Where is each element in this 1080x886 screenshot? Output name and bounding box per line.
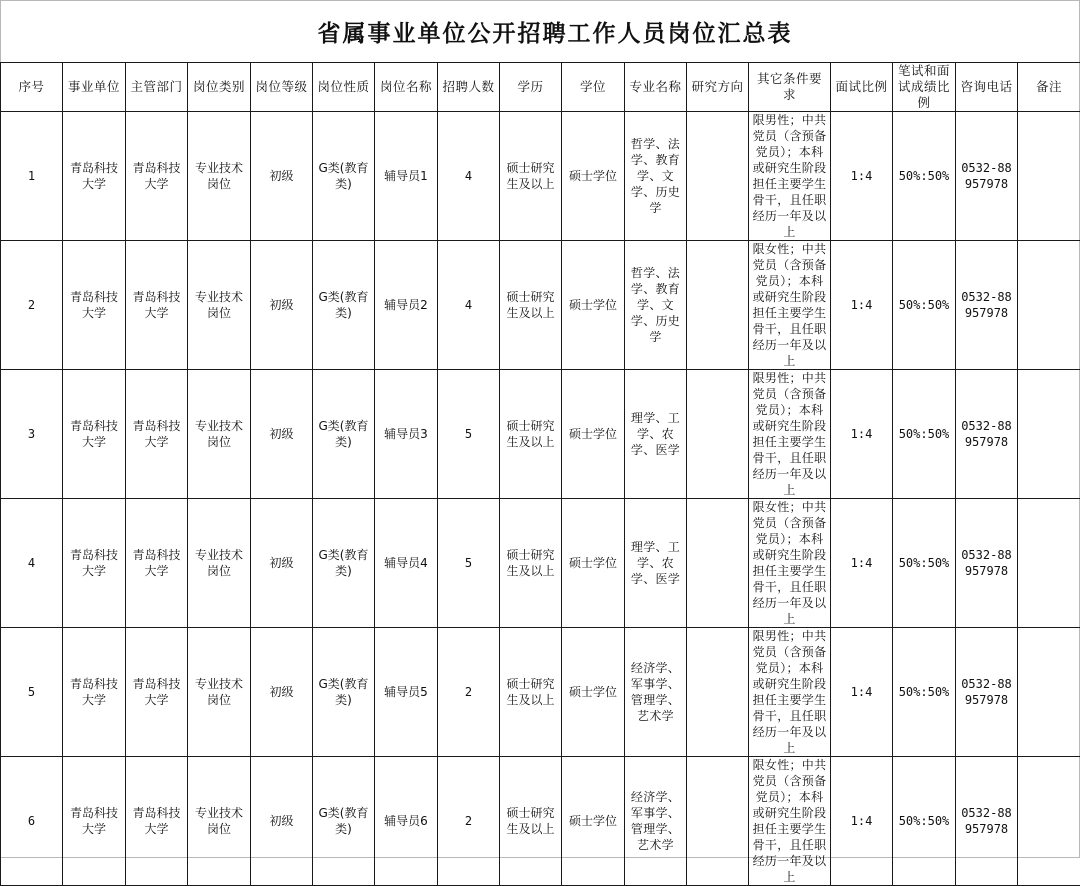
column-header-seq: 序号 [1,63,63,112]
cell-degree: 硕士学位 [562,370,625,499]
cell-unit: 青岛科技大学 [63,112,126,241]
requirements-text: 限女性；中共党员（含预备党员）；本科或研究生阶段担任主要学生骨干，且任职经历一年及以 [753,758,827,868]
requirements-text: 限男性；中共党员（含预备党员）；本科或研究生阶段担任主要学生骨干，且任职经历一年及以 [753,371,827,481]
cell-score-ratio: 50%:50% [893,241,956,370]
cell-interview-ratio: 1:4 [831,370,893,499]
cell-nature: G类(教育类) [313,241,375,370]
cell-requirements [749,757,831,886]
requirements-text-tail: 上 [751,869,828,885]
cell-level: 初级 [251,112,313,241]
cell-research [687,628,749,757]
cell-major: 理学、工学、农学、医学 [625,499,687,628]
cell-score-ratio: 50%:50% [893,112,956,241]
cell-score-ratio: 50%:50% [893,370,956,499]
column-header-remark: 备注 [1018,63,1080,112]
cell-name: 辅导员5 [375,628,438,757]
cell-count: 4 [438,112,500,241]
column-header-level: 岗位等级 [251,63,313,112]
requirements-text-tail: 上 [751,611,828,627]
column-header-score-ratio: 笔试和面试成绩比例 [893,63,956,112]
cell-major: 哲学、法学、教育学、文学、历史学 [625,241,687,370]
page-title: 省属事业单位公开招聘工作人员岗位汇总表 [0,0,1080,62]
cell-interview-ratio: 1:4 [831,628,893,757]
column-header-phone: 咨询电话 [956,63,1018,112]
cell-nature: G类(教育类) [313,370,375,499]
cell-remark [1018,112,1080,241]
cell-interview-ratio: 1:4 [831,499,893,628]
cell-name: 辅导员3 [375,370,438,499]
cell-remark [1018,370,1080,499]
cell-level: 初级 [251,370,313,499]
cell-dept: 青岛科技大学 [126,757,188,886]
cell-research [687,241,749,370]
cell-dept: 青岛科技大学 [126,370,188,499]
column-header-nature: 岗位性质 [313,63,375,112]
requirements-text: 限男性；中共党员（含预备党员）；本科或研究生阶段担任主要学生骨干，且任职经历一年及以 [753,113,827,223]
requirements-text: 限男性；中共党员（含预备党员）；本科或研究生阶段担任主要学生骨干，且任职经历一年及以 [753,629,827,739]
cell-requirements [749,628,831,757]
cell-remark [1018,241,1080,370]
cell-nature: G类(教育类) [313,112,375,241]
column-header-unit: 事业单位 [63,63,126,112]
cell-education: 硕士研究生及以上 [500,757,562,886]
cell-nature: G类(教育类) [313,499,375,628]
cell-interview-ratio: 1:4 [831,112,893,241]
column-header-degree: 学位 [562,63,625,112]
cell-name: 辅导员1 [375,112,438,241]
cell-education: 硕士研究生及以上 [500,241,562,370]
cell-score-ratio: 50%:50% [893,757,956,886]
cell-seq: 5 [1,628,63,757]
cell-education: 硕士研究生及以上 [500,628,562,757]
cell-education: 硕士研究生及以上 [500,499,562,628]
requirements-text-tail: 上 [751,224,828,240]
cell-category: 专业技术岗位 [188,757,251,886]
cell-dept: 青岛科技大学 [126,628,188,757]
cell-major: 理学、工学、农学、医学 [625,370,687,499]
column-header-requirements: 其它条件要求 [749,63,831,112]
table-row [1,499,1080,628]
cell-unit: 青岛科技大学 [63,499,126,628]
cell-count: 4 [438,241,500,370]
table-row [1,241,1080,370]
cell-count: 5 [438,499,500,628]
table-header-row [1,63,1080,112]
cell-interview-ratio: 1:4 [831,757,893,886]
cell-name: 辅导员4 [375,499,438,628]
table-row [1,112,1080,241]
cell-degree: 硕士学位 [562,499,625,628]
column-header-research: 研究方向 [687,63,749,112]
column-header-major: 专业名称 [625,63,687,112]
cell-requirements [749,499,831,628]
cell-degree: 硕士学位 [562,628,625,757]
requirements-text-tail: 上 [751,740,828,756]
cell-interview-ratio: 1:4 [831,241,893,370]
cell-requirements [749,112,831,241]
cell-phone: 0532-88957978 [956,757,1018,886]
cell-phone: 0532-88957978 [956,241,1018,370]
requirements-text-tail: 上 [751,482,828,498]
cell-level: 初级 [251,628,313,757]
cell-count: 5 [438,370,500,499]
cell-major: 哲学、法学、教育学、文学、历史学 [625,112,687,241]
cell-phone: 0532-88957978 [956,499,1018,628]
cell-seq: 4 [1,499,63,628]
cell-phone: 0532-88957978 [956,370,1018,499]
column-header-education: 学历 [500,63,562,112]
table-row [1,370,1080,499]
cell-category: 专业技术岗位 [188,499,251,628]
cell-degree: 硕士学位 [562,112,625,241]
column-header-count: 招聘人数 [438,63,500,112]
requirements-text: 限女性；中共党员（含预备党员）；本科或研究生阶段担任主要学生骨干，且任职经历一年及以 [753,500,827,610]
cell-remark [1018,757,1080,886]
cell-seq: 6 [1,757,63,886]
cell-category: 专业技术岗位 [188,112,251,241]
cell-requirements [749,241,831,370]
cell-dept: 青岛科技大学 [126,241,188,370]
cell-remark [1018,628,1080,757]
cell-major: 经济学、军事学、管理学、艺术学 [625,757,687,886]
column-header-interview-ratio: 面试比例 [831,63,893,112]
cell-research [687,757,749,886]
cell-dept: 青岛科技大学 [126,499,188,628]
cell-level: 初级 [251,499,313,628]
table-row [1,757,1080,886]
column-header-name: 岗位名称 [375,63,438,112]
cell-level: 初级 [251,757,313,886]
cell-category: 专业技术岗位 [188,628,251,757]
table-row [1,628,1080,757]
cell-requirements [749,370,831,499]
cell-remark [1018,499,1080,628]
cell-count: 2 [438,757,500,886]
requirements-text-tail: 上 [751,353,828,369]
cell-count: 2 [438,628,500,757]
cell-unit: 青岛科技大学 [63,757,126,886]
cell-research [687,112,749,241]
recruitment-table [0,62,1080,886]
requirements-text: 限女性；中共党员（含预备党员）；本科或研究生阶段担任主要学生骨干，且任职经历一年及以 [753,242,827,352]
cell-research [687,370,749,499]
cell-nature: G类(教育类) [313,628,375,757]
cell-name: 辅导员6 [375,757,438,886]
cell-phone: 0532-88957978 [956,628,1018,757]
cell-unit: 青岛科技大学 [63,241,126,370]
cell-level: 初级 [251,241,313,370]
cell-unit: 青岛科技大学 [63,370,126,499]
cell-dept: 青岛科技大学 [126,112,188,241]
cell-seq: 3 [1,370,63,499]
cell-degree: 硕士学位 [562,241,625,370]
cell-score-ratio: 50%:50% [893,499,956,628]
cell-unit: 青岛科技大学 [63,628,126,757]
cell-seq: 2 [1,241,63,370]
cell-major: 经济学、军事学、管理学、艺术学 [625,628,687,757]
cell-education: 硕士研究生及以上 [500,112,562,241]
column-header-category: 岗位类别 [188,63,251,112]
cell-degree: 硕士学位 [562,757,625,886]
cell-name: 辅导员2 [375,241,438,370]
column-header-dept: 主管部门 [126,63,188,112]
cell-score-ratio: 50%:50% [893,628,956,757]
cell-research [687,499,749,628]
cell-education: 硕士研究生及以上 [500,370,562,499]
cell-category: 专业技术岗位 [188,370,251,499]
cell-nature: G类(教育类) [313,757,375,886]
cell-category: 专业技术岗位 [188,241,251,370]
cell-phone: 0532-88957978 [956,112,1018,241]
cell-seq: 1 [1,112,63,241]
